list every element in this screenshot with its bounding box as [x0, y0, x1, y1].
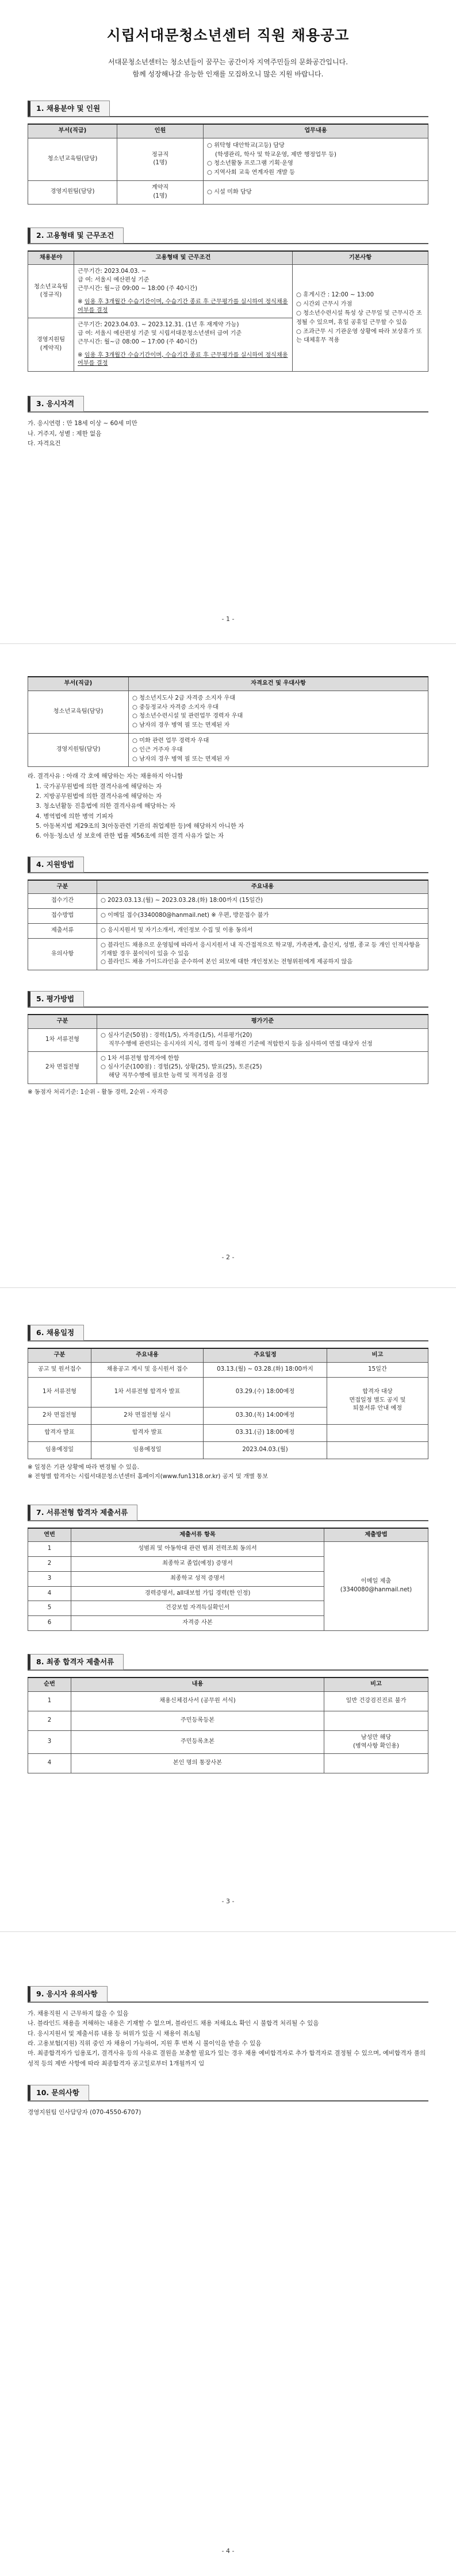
section-2-title: 2. 고용형태 및 근무조건 [28, 227, 124, 244]
table-row [28, 1052, 428, 1083]
cond-line: 근무시간: 월~금 09:00 ~ 18:00 (주 40시간) [78, 285, 198, 292]
duty-item: ○ 위탁형 대안학교(고등) 담당 [207, 141, 424, 151]
section-10-header [28, 2085, 428, 2102]
count-type: 정규직 [151, 151, 169, 158]
schedule-date: 2023.04.03.(월) [204, 1441, 327, 1459]
table-row [28, 138, 428, 180]
section-4-header [28, 857, 428, 874]
cond-line: 근무기간: 2023.04.03. ~ 2023.12.31. (1년 후 재계약 가능) [78, 322, 239, 329]
qual-item: ○ 인근 거주자 우대 [132, 746, 424, 755]
dept-cell: 경영지원팀(담당) [28, 181, 117, 205]
submit-method [324, 1542, 428, 1631]
cautions-list [28, 2009, 428, 2069]
schedule-content: 2차 면접전형 실시 [91, 1407, 204, 1424]
th-content: 주요내용 [97, 880, 428, 894]
application-table [28, 880, 428, 970]
qual-item: ○ 청소년수련시설 및 관련업무 경력자 우대 [132, 712, 424, 721]
duties-cell [204, 181, 428, 205]
section-3-title: 3. 응시자격 [28, 396, 84, 412]
table-row [28, 1377, 428, 1407]
row-no: 4 [28, 1586, 71, 1601]
row-item: 경력증명서, all대보험 가입 경력(한 인정) [71, 1586, 324, 1601]
criteria-item: ○ 1차 서류전형 합격자에 한함 [101, 1055, 424, 1063]
disq-heading: 라. 결격사유 : 아래 각 호에 해당하는 자는 채용하지 아니함 [28, 773, 183, 780]
qual-item: ○ 남자의 경우 병역 필 또는 면제된 자 [132, 755, 424, 764]
th-item: 내용 [71, 1678, 324, 1691]
row-no: 5 [28, 1601, 71, 1616]
table-row [28, 1542, 428, 1557]
caution-item: 라. 고용보험(지원) 직위 중인 자 채용이 가능하여, 지원 후 번복 시 불이익을 받을 수 있음 [28, 2039, 262, 2047]
row-item: 건강보험 자격득실확인서 [71, 1601, 324, 1616]
evaluation-table [28, 1014, 428, 1084]
table-row [28, 1362, 428, 1377]
label-cell: 제출서류 [28, 924, 97, 939]
th-criteria: 평가기준 [97, 1015, 428, 1028]
basic-item: ○ 조과근무 시 기관운영 상황에 따라 보상휴가 또는 대체휴무 적용 [296, 327, 424, 346]
row-item: 주민등록등본 [71, 1711, 324, 1730]
caution-item: 다. 응시지원서 및 제출서류 내용 등 허위가 있을 시 채용이 취소됨 [28, 2030, 201, 2037]
eligibility-item: 나. 거주지, 성별 : 제한 없음 [28, 430, 102, 437]
basic-item: ○ 시간외 근무시 가점 [296, 300, 424, 309]
schedule-remark [327, 1377, 428, 1424]
section-8-title: 8. 최종 합격자 제출서류 [28, 1654, 124, 1670]
criteria-item: 해당 직무수행에 필요한 능력 및 적격성을 검정 [109, 1073, 228, 1079]
label-cell: 접수기간 [28, 894, 97, 909]
qual-cell [129, 734, 428, 767]
schedule-label: 임용예정일 [28, 1441, 91, 1459]
field-type: (정규직) [40, 292, 62, 299]
count-cell [117, 138, 204, 180]
schedule-notes [28, 1463, 428, 1482]
table-row [28, 691, 428, 733]
count-num: (1명) [153, 192, 167, 199]
cond-line: 근무기간: 2023.04.03. ~ [78, 268, 147, 275]
schedule-label: 합격자 발표 [28, 1424, 91, 1441]
caution-item: 가. 채용직원 시 근무하지 않을 수 있음 [28, 2010, 129, 2017]
section-8-header [28, 1654, 428, 1671]
section-2-header [28, 227, 428, 245]
schedule-note: ※ 전형별 합격자는 시립서대문청소년센터 홈페이지(www.fun1318.or.kr) 공지 및 개별 통보 [28, 1473, 269, 1480]
qual-cell [129, 691, 428, 733]
eligibility-item: 가. 응시연령 : 만 18세 이상 ~ 60세 미만 [28, 420, 137, 427]
schedule-content: 합격자 발표 [91, 1424, 204, 1441]
conditions-cell [74, 265, 293, 318]
period-text: ○ 2023.03.13.(월) ~ 2023.03.28.(화) 18:00까지 (15일간) [101, 897, 424, 905]
th-stage: 구분 [28, 1015, 97, 1028]
row-item: 채용신체검사서 (공무원 서식) [71, 1691, 324, 1711]
disq-item: 4. 병역법에 의한 병역 기피자 [36, 812, 113, 820]
page-title: 시립서대문청소년센터 직원 채용공고 [106, 27, 350, 44]
label-cell: 접수방법 [28, 909, 97, 924]
criteria-item: ○ 심사기준(100점) : 경험(25), 상황(25), 발표(25), 토론(25) [101, 1063, 424, 1072]
basic-item: ○ 청소년수련시설 특성 상 근무일 및 근무시간 조정될 수 있으며, 휴일 공휴일 근무할 수 있음 [296, 309, 424, 327]
section-9-header [28, 1986, 428, 2003]
schedule-label: 2차 면접전형 [28, 1407, 91, 1424]
row-item: 최종학교 성적 증명서 [71, 1571, 324, 1586]
th-dept: 부서(직급) [28, 124, 117, 138]
page-1 [0, 0, 456, 643]
th-duties: 업무내용 [204, 124, 428, 138]
schedule-content: 임용예정일 [91, 1441, 204, 1459]
duty-item: ○ 지역사회 교육 연계자원 개발 등 [207, 168, 424, 178]
basic-item: ○ 휴게시간 : 12:00 ~ 13:00 [296, 291, 424, 300]
duties-cell [204, 138, 428, 180]
section-9-title: 9. 응시자 유의사항 [28, 1986, 108, 2002]
table-row [28, 1730, 428, 1754]
criteria-item: ○ 심사기준(50점) : 경력(1/5), 자격증(1/5), 서류평가(20) [101, 1032, 424, 1040]
page-number: - 2 - [221, 1254, 235, 1261]
section-1-title: 1. 채용분야 및 인원 [28, 101, 110, 117]
conditions-table [28, 250, 428, 372]
table-row [28, 1424, 428, 1441]
remark-line: 면접일정 별도 공지 및 [349, 1397, 406, 1403]
table-row [28, 1028, 428, 1052]
eligibility-list [28, 419, 428, 449]
page-2 [0, 644, 456, 1287]
count-cell [117, 181, 204, 205]
th-dept: 부서(직급) [28, 677, 129, 691]
th-content: 주요내용 [91, 1348, 204, 1362]
disq-item: 3. 청소년활동 진흥법에 의한 결격사유에 해당하는 자 [36, 803, 176, 810]
contact-list [28, 2108, 428, 2118]
section-7-header [28, 1505, 428, 1522]
th-qualifications: 자격요건 및 우대사항 [129, 677, 428, 691]
field-name: 경영지원팀 [36, 337, 66, 344]
th-field: 채용분야 [28, 251, 74, 265]
remark-line: 합격자 대상 [362, 1388, 393, 1395]
row-note: 일반 건강검진진료 불가 [324, 1691, 428, 1711]
qual-item: ○ 청소년지도사 2급 자격증 소지자 우대 [132, 694, 424, 703]
count-num: (1명) [153, 160, 167, 167]
intro-line: 함께 성장해나갈 유능한 인재를 모집하오니 많은 지원 바랍니다. [132, 70, 324, 78]
criteria-cell [97, 1052, 428, 1083]
th-item: 제출서류 항목 [71, 1528, 324, 1542]
note-line: (병역사항 확인용) [352, 1742, 400, 1749]
doc-submit-table [28, 1528, 428, 1631]
th-category: 구분 [28, 1348, 91, 1362]
page-3 [0, 1288, 456, 1931]
probation-note: 임용 후 3개월간 수습기간이며, 수습기간 종료 후 근무평가를 실시하여 정식채용 여부를 결정 [78, 352, 288, 367]
schedule-label: 공고 및 원서접수 [28, 1362, 91, 1377]
th-remark: 비고 [327, 1348, 428, 1362]
table-row [28, 265, 428, 318]
schedule-date: 03.13.(월) ~ 03.28.(화) 18:00까지 [204, 1362, 327, 1377]
table-row [28, 924, 428, 939]
schedule-content: 1차 서류전형 합격자 발표 [91, 1377, 204, 1407]
field-cell [28, 265, 74, 318]
th-no: 연번 [28, 1528, 71, 1542]
schedule-date: 03.31.(금) 18:00예정 [204, 1424, 327, 1441]
label-cell: 유의사항 [28, 938, 97, 970]
qual-item: ○ 중등정교사 자격증 소지자 우대 [132, 703, 424, 712]
row-no: 3 [28, 1730, 71, 1754]
cond-line: 급 여: 서울시 예산편성 기준 및 시립서대문청소년센터 급여 기준 [78, 330, 242, 337]
row-no: 2 [28, 1711, 71, 1730]
table-row [28, 909, 428, 924]
content-cell [97, 938, 428, 970]
th-basics: 기본사항 [293, 251, 428, 265]
page-number: - 1 - [221, 615, 235, 623]
field-name: 청소년교육팀 [33, 283, 68, 290]
schedule-table [28, 1348, 428, 1459]
table-row [28, 1691, 428, 1711]
stage-cell: 1차 서류전형 [28, 1028, 97, 1052]
schedule-content: 채용공고 게시 및 응시원서 접수 [91, 1362, 204, 1377]
criteria-item: 직무수행에 관련되는 응시자의 지식, 경력 등이 정해진 기준에 적합한지 등을 심사하여 면접 대상자 선정 [109, 1040, 373, 1047]
row-no: 1 [28, 1542, 71, 1557]
row-no: 4 [28, 1754, 71, 1773]
th-no: 순번 [28, 1678, 71, 1691]
row-item: 성범죄 및 아동학대 관련 범죄 전력조회 동의서 [71, 1542, 324, 1557]
section-6-header [28, 1325, 428, 1342]
dept-cell: 청소년교육팀(담당) [28, 691, 129, 733]
note-line: 남성만 해당 [361, 1734, 392, 1741]
disq-item: 6. 아동·청소년 성 보호에 관한 법률 제56조에 의한 결격 사유가 없는 자 [36, 832, 224, 840]
table-row [28, 181, 428, 205]
recruit-table [28, 124, 428, 205]
th-category: 구분 [28, 880, 97, 894]
caution-text: ○ 블라인드 채용 가이드라인을 준수하여 본인 외모에 대한 개인정보는 전형위원에게 제공하지 않음 [101, 958, 424, 967]
disq-item: 2. 지방공무원법에 의한 결격사유에 해당하는 자 [36, 793, 162, 800]
content-cell [97, 909, 428, 924]
th-note: 비고 [324, 1678, 428, 1691]
content-cell [97, 924, 428, 939]
method-line: 이메일 제출 [361, 1578, 392, 1585]
conditions-cell [74, 318, 293, 372]
section-4-title: 4. 지원방법 [28, 857, 84, 873]
schedule-remark [327, 1441, 428, 1459]
content-cell [97, 894, 428, 909]
table-row [28, 1441, 428, 1459]
qualification-table [28, 676, 428, 767]
row-no: 1 [28, 1691, 71, 1711]
duty-item: (학생관리, 학사 및 학교운영, 제반 행정업무 등) [215, 151, 336, 158]
cond-line: 근무시간: 월~금 08:00 ~ 17:00 (주 40시간) [78, 338, 198, 345]
section-3-header [28, 396, 428, 413]
page-4 [0, 1932, 456, 2576]
tiebreak-note: ※ 동점자 처리기준: 1순위 - 활동 경력, 2순위 - 자격증 [28, 1088, 168, 1096]
disqualification-list [28, 772, 428, 841]
caution-text: ○ 블라인드 채용으로 운영됨에 따라서 응시지원서 내 직·간접적으로 학교명, 가족관계, 출신지, 성별, 종교 등 개인 인적사항을 기재할 경우 불이익이 있을 수 있음 [101, 942, 424, 959]
field-type: (계약직) [40, 345, 62, 352]
th-date: 주요일정 [204, 1348, 327, 1362]
row-item: 주민등록초본 [71, 1730, 324, 1754]
section-6-title: 6. 채용일정 [28, 1325, 84, 1341]
duty-item: ○ 시설 미화 담당 [207, 188, 424, 197]
table-row [28, 894, 428, 909]
th-conditions: 고용형태 및 근무조건 [74, 251, 293, 265]
schedule-date: 03.30.(목) 14:00예정 [204, 1407, 327, 1424]
method-line: (3340080@hanmail.net) [340, 1587, 412, 1594]
stage-cell: 2차 면접전형 [28, 1052, 97, 1083]
dept-cell: 경영지원팀(담당) [28, 734, 129, 767]
qual-item: ○ 미화 관련 업무 경력자 우대 [132, 736, 424, 746]
schedule-remark [327, 1424, 428, 1441]
th-method: 제출방법 [324, 1528, 428, 1542]
section-1-header [28, 101, 428, 118]
table-row [28, 1754, 428, 1773]
qual-item: ○ 남자의 경우 병역 필 또는 면제된 자 [132, 721, 424, 730]
disq-item: 1. 국가공무원법에 의한 결격사유에 해당하는 자 [36, 782, 162, 790]
row-no: 6 [28, 1616, 71, 1631]
page-number: - 3 - [221, 1898, 235, 1905]
schedule-note: ※ 일정은 기관 상황에 따라 변경될 수 있음. [28, 1463, 139, 1471]
disq-item: 5. 아동복지법 제29조의 3(아동관련 기관의 취업제한 등)에 해당하지 아니한 자 [36, 823, 244, 830]
documents-text: ○ 응시지원서 및 자기소개서, 개인정보 수집 및 이용 동의서 [101, 927, 424, 935]
row-no: 3 [28, 1571, 71, 1586]
field-cell [28, 318, 74, 372]
th-count: 인원 [117, 124, 204, 138]
row-note [324, 1711, 428, 1730]
caution-item: 마. 최종합격자가 임용포기, 결격사유 등의 사유로 결원을 보충할 필요가 있는 경우 채용 예비합격자로 추가 합격자로 결정될 수 있으며, 예비합격자 풀의 성적 등의 제반 사항에 따라 최종합격자 공고일로부터 1개월까지 임 [28, 2050, 426, 2067]
eligibility-item: 다. 자격요건 [28, 439, 61, 447]
caution-item: 나. 블라인드 채용을 저해하는 내용은 기재할 수 없으며, 블라인드 채용 저해요소 확인 시 불합격 처리될 수 있음 [28, 2020, 319, 2027]
schedule-date: 03.29.(수) 18:00예정 [204, 1377, 327, 1407]
row-item: 최종학교 졸업(예정) 증명서 [71, 1557, 324, 1572]
basics-cell [293, 265, 428, 372]
dept-cell: 청소년교육팀(담당) [28, 138, 117, 180]
schedule-label: 1차 서류전형 [28, 1377, 91, 1407]
page-number: - 4 - [221, 2547, 235, 2555]
row-item: 본인 명의 통장사본 [71, 1754, 324, 1773]
row-item: 자격증 사본 [71, 1616, 324, 1631]
row-note [324, 1730, 428, 1754]
intro-line: 서대문청소년센터는 청소년들이 꿈꾸는 공간이자 지역주민들의 문화공간입니다. [108, 58, 348, 67]
schedule-remark: 15일간 [327, 1362, 428, 1377]
duty-item: ○ 청소년활동 프로그램 기획·운영 [207, 159, 424, 168]
table-row [28, 734, 428, 767]
section-7-title: 7. 서류전형 합격자 제출서류 [28, 1505, 137, 1521]
method-text: ○ 이메일 접수(3340080@hanmail.net) ※ 우편, 방문접수 불가 [101, 912, 424, 920]
final-doc-table [28, 1677, 428, 1773]
criteria-cell [97, 1028, 428, 1052]
section-5-header [28, 991, 428, 1008]
probation-note: 임용 후 3개월간 수습기간이며, 수습기간 종료 후 근무평가를 실시하여 정식채용 여부를 결정 [78, 298, 288, 314]
table-row [28, 938, 428, 970]
table-row [28, 1711, 428, 1730]
row-no: 2 [28, 1557, 71, 1572]
remark-line: 퇴물서류 안내 예정 [352, 1405, 403, 1412]
count-type: 계약직 [151, 184, 169, 191]
section-5-title: 5. 평가방법 [28, 991, 84, 1007]
row-note [324, 1754, 428, 1773]
intro-text [28, 56, 428, 80]
section-10-title: 10. 문의사항 [28, 2085, 89, 2101]
cond-line: 급 여: 서울시 예산편성 기준 [78, 277, 150, 284]
contact-item: 경영지원팀 인사담당자 (070-4550-6707) [28, 2108, 141, 2116]
